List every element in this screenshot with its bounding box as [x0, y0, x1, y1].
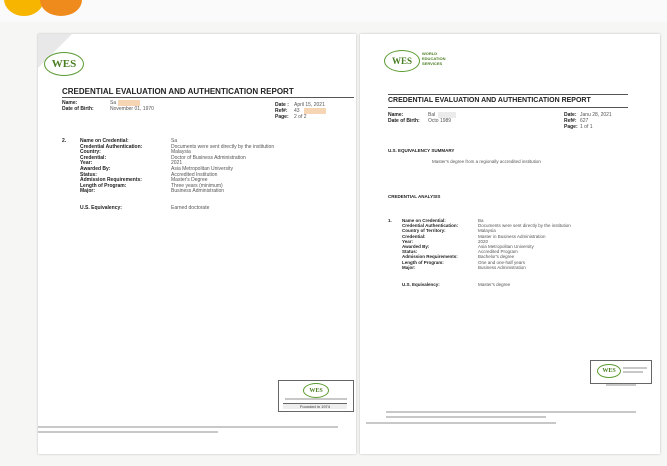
field-value: Malaysia [171, 149, 191, 156]
field-value: Malaysia [478, 228, 496, 234]
field-label: Country: [80, 149, 101, 156]
field-label: Admission Requirements: [80, 177, 142, 184]
field-value: Asia Metropolitan University [171, 166, 233, 172]
wes-logo-text: WES [51, 58, 77, 70]
dob-label: Date of Birth: [388, 118, 420, 124]
report-title: CREDENTIAL EVALUATION AND AUTHENTICATION REPORT [388, 97, 591, 104]
section-number: 1. [388, 218, 392, 223]
field-value: Accredited Program [478, 249, 518, 255]
field-label: Country of Territory: [402, 228, 446, 234]
wes-stamp [278, 380, 354, 412]
field-label: Year: [80, 160, 93, 167]
ref-label: Ref#: [275, 108, 288, 114]
stamp-text-line [285, 398, 347, 400]
field-label: Major: [80, 188, 95, 195]
footer-text-line [386, 416, 546, 418]
page-label: Page: [275, 114, 289, 120]
equivalency-label: U.S. Equivalency: [80, 205, 122, 211]
field-value: Ba [478, 218, 484, 223]
field-value: Bachelor's degree [478, 254, 515, 260]
date-value: Janu 28, 2021 [580, 112, 612, 118]
field-label: Length of Program: [80, 182, 127, 189]
ref-value: 627 [580, 118, 589, 124]
wes-logo-icon [384, 50, 420, 72]
field-label: Length of Program: [402, 259, 444, 265]
equivalency-label: U.S. Equivalency: [402, 282, 440, 287]
footer-text-line [366, 422, 556, 424]
stamp-text-line [623, 371, 643, 373]
field-value: Master in Business Administration [478, 233, 546, 239]
ref-label: Ref#: [564, 118, 577, 124]
page-value: 2 of 2 [294, 114, 307, 120]
report-title: CREDENTIAL EVALUATION AND AUTHENTICATION REPORT [62, 87, 294, 96]
stamp-text-line [623, 367, 647, 369]
field-value: Business Administration [171, 188, 225, 195]
dob-value: Octo 1989 [428, 118, 452, 124]
wes-logo-text: WES [391, 56, 412, 66]
wes-logo-icon [44, 52, 84, 76]
field-value: Business Administration [478, 264, 526, 270]
field-label: Name on Credential: [402, 218, 446, 223]
field-label: Credential: [402, 233, 426, 239]
ref-value: 43 [294, 108, 300, 114]
field-label: Credential: [80, 154, 107, 161]
date-label: Date: [564, 112, 577, 118]
stamp-logo-text: WES [602, 368, 616, 374]
page-label: Page: [564, 124, 578, 130]
stamp-logo-icon [597, 364, 621, 378]
field-value: Three years (minimum) [171, 182, 223, 189]
field-value: Doctor of Business Administration [171, 154, 246, 161]
analysis-title: CREDENTIAL ANALYSIS [388, 194, 441, 199]
equivalency-value: Master's degree [478, 282, 511, 287]
name-value: Bal [428, 112, 436, 118]
stamp-caption-line [606, 384, 636, 386]
page-value: 1 of 1 [580, 124, 593, 130]
footer-text-line [38, 431, 218, 433]
date-label: Date : [275, 102, 289, 108]
title-rule [62, 97, 354, 98]
field-value: Accredited Institution [171, 171, 218, 178]
stamp-caption: Founded in 1974 [283, 403, 347, 409]
title-rule-bottom [388, 107, 628, 108]
field-label: Credential Authentication: [80, 143, 143, 150]
field-label: Awarded By: [80, 166, 111, 172]
field-value: Documents were sent directly by the institution [478, 223, 571, 229]
dob-label: Date of Birth: [62, 106, 94, 112]
title-rule-top [388, 94, 628, 95]
summary-title: U.S. EQUIVALENCY SUMMARY [388, 148, 455, 153]
name-value: Sa [110, 100, 117, 106]
stamp-logo-text: WES [309, 387, 323, 394]
name-label: Name: [388, 112, 404, 118]
top-strip [0, 0, 667, 22]
logo-caption-line: WORLD [422, 51, 438, 56]
field-label: Status: [80, 171, 97, 178]
field-value: One and one-half years [478, 259, 526, 265]
field-value: 2020 [478, 238, 489, 244]
wes-logo-caption [422, 51, 445, 66]
field-label: Year: [402, 238, 414, 244]
field-value: Asia Metropolitan University [478, 244, 534, 249]
equivalency-value: Earned doctorate [171, 205, 210, 211]
field-label: Name on Credential: [80, 138, 129, 144]
field-label: Admission Requirements: [402, 254, 458, 260]
right-report-page [360, 34, 660, 454]
section-number: 2. [62, 138, 67, 144]
name-label: Name: [62, 100, 78, 106]
dob-value: November 01, 1970 [110, 106, 154, 112]
logo-caption-line: EDUCATION [422, 56, 446, 61]
redaction [304, 108, 326, 114]
stamp-logo-icon [303, 383, 329, 398]
field-value: Documents were sent directly by the institution [171, 143, 275, 150]
date-value: April 15, 2021 [294, 102, 325, 108]
field-label: Credential Authentication: [402, 223, 459, 229]
footer-text-line [38, 426, 338, 428]
field-value: Master's Degree [171, 177, 208, 184]
field-value: Sa [171, 138, 178, 144]
wes-stamp [590, 360, 652, 384]
left-report-page [38, 34, 356, 454]
logo-caption-line: SERVICES [422, 61, 443, 66]
field-label: Status: [402, 249, 418, 255]
field-label: Awarded By: [402, 244, 430, 249]
field-label: Major: [402, 264, 416, 270]
field-value: 2021 [171, 160, 183, 167]
summary-text: Master's degree from a regionally accredited institution [432, 159, 541, 164]
footer-text-line [386, 411, 636, 413]
